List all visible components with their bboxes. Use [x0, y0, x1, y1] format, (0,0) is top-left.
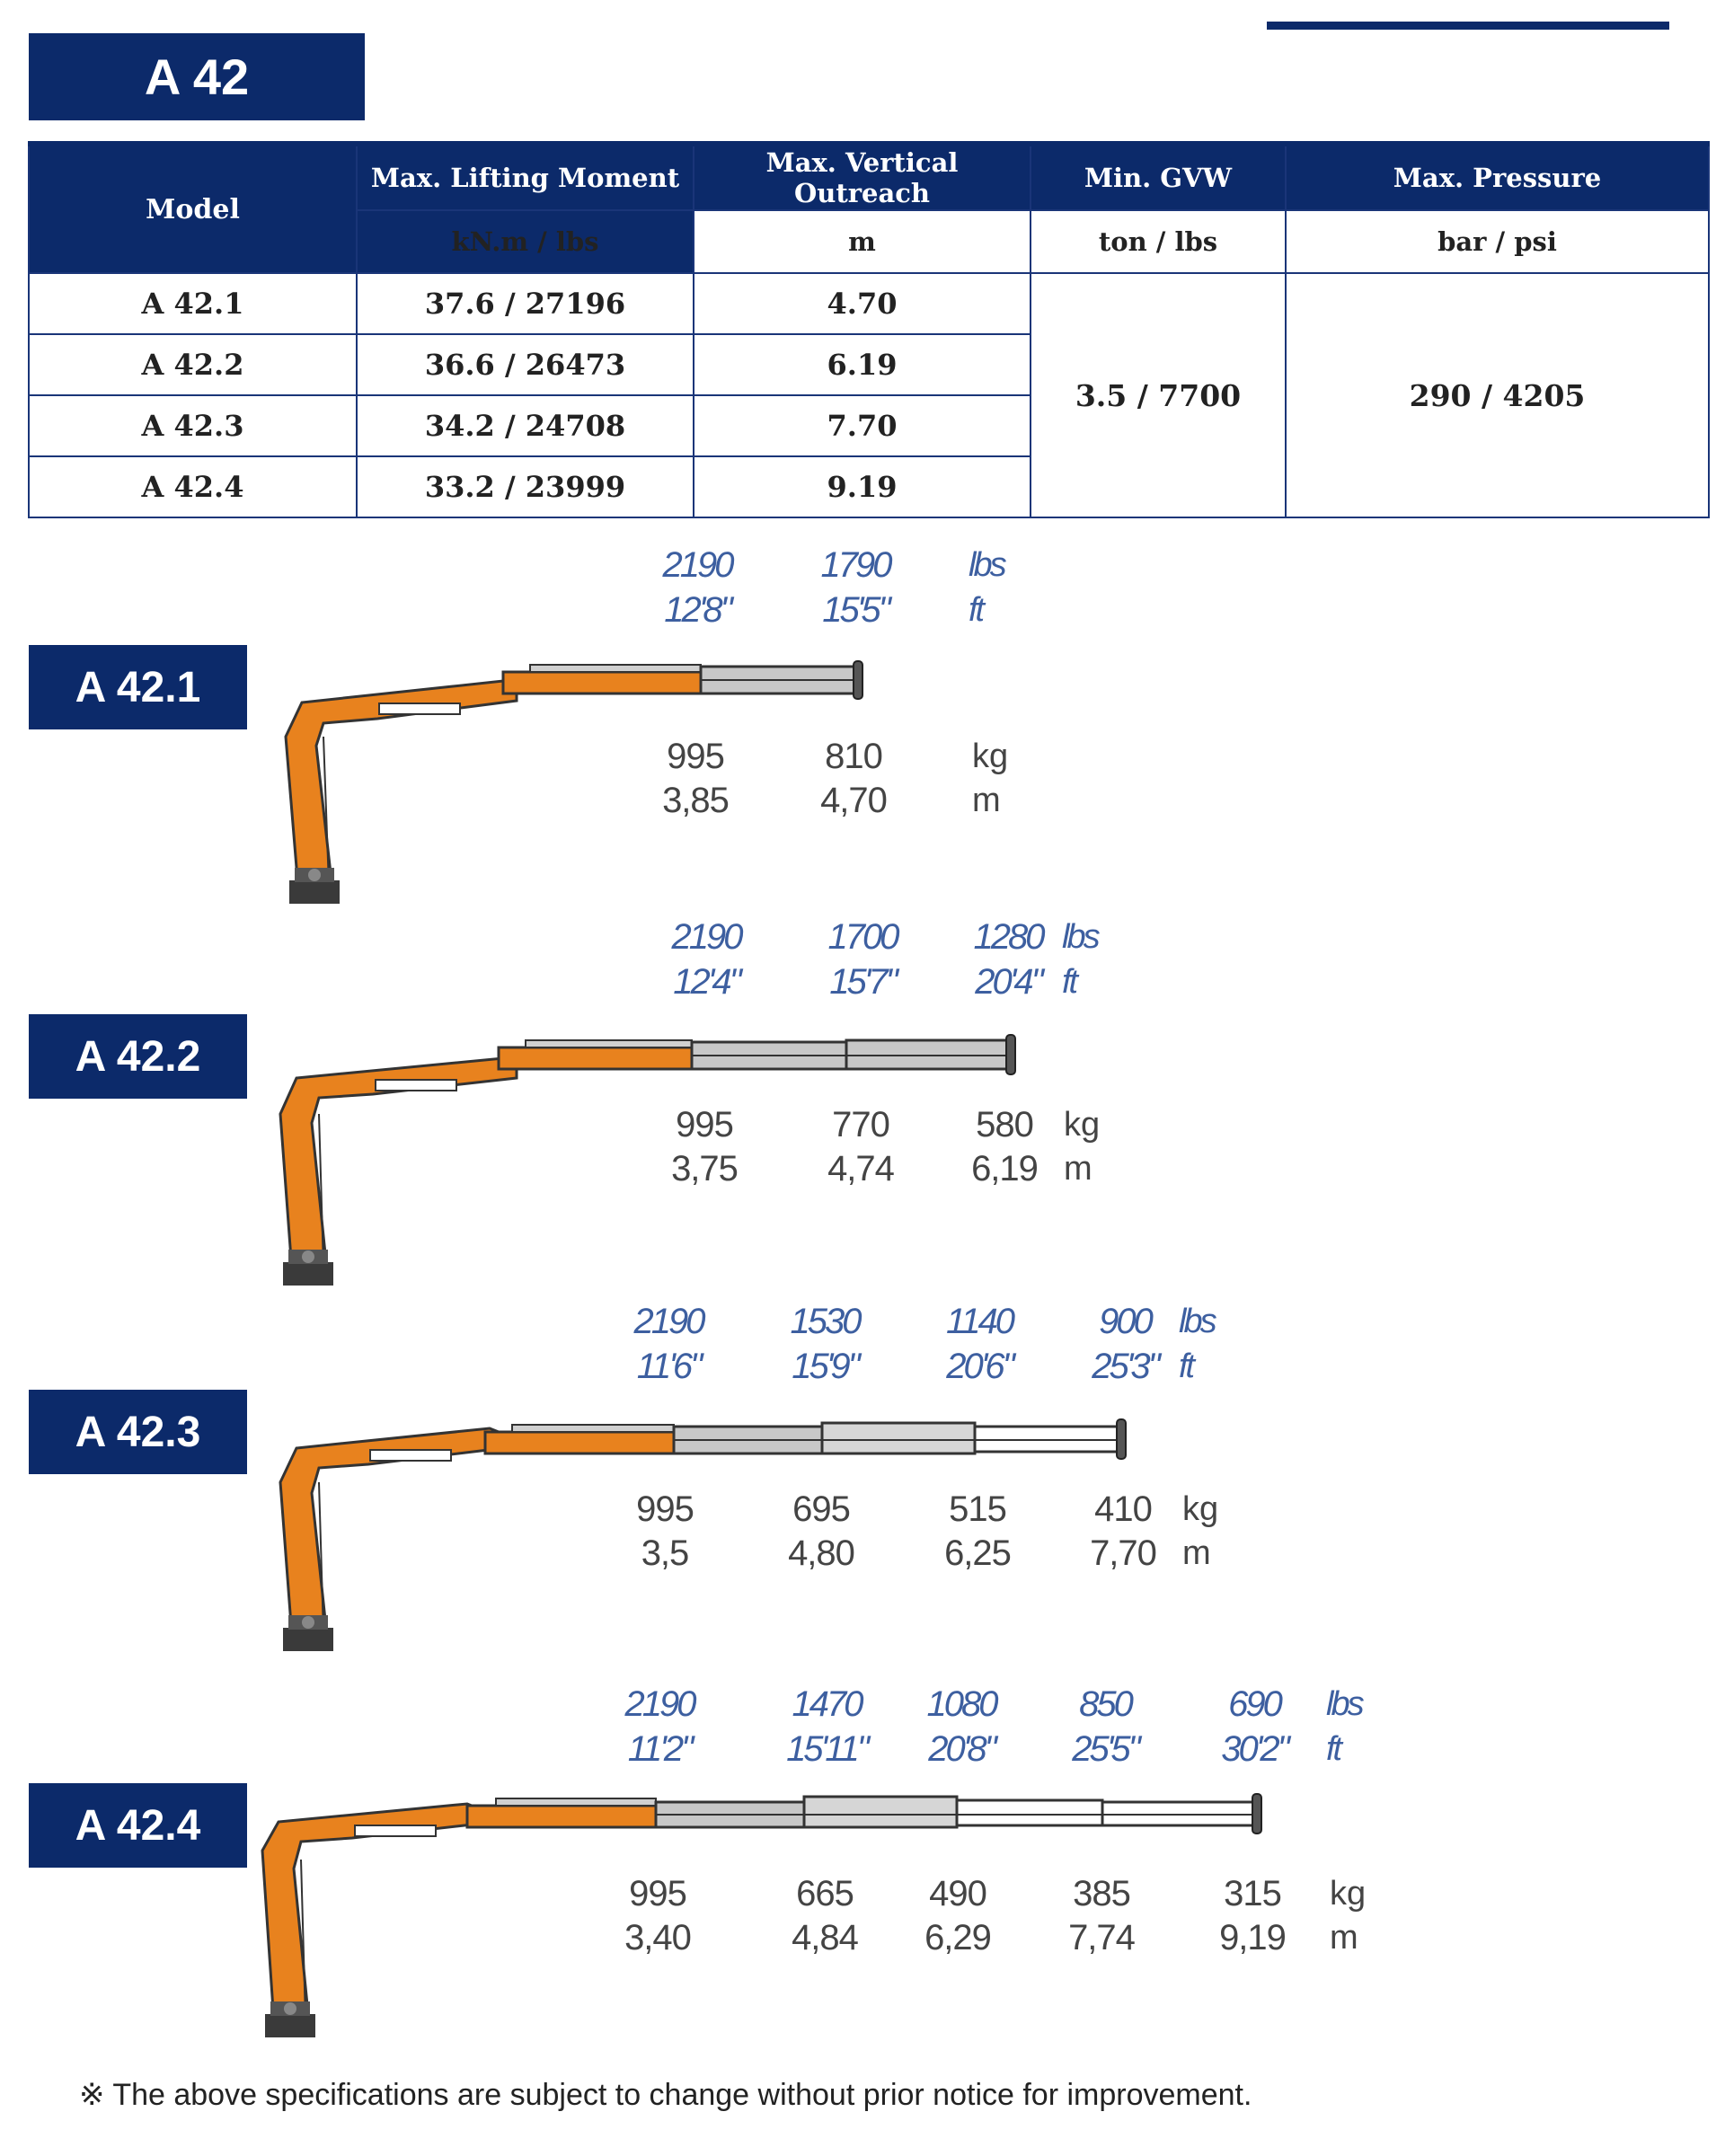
d3-lbs-2: 1530 15'9" [790, 1302, 860, 1386]
unit-min-gvw: ton / lbs [1031, 210, 1286, 273]
d4-lbs-3: 1080 20'8" [926, 1684, 996, 1769]
d1-lbs-1: 2190 12'8" [662, 545, 732, 630]
model-label-a42-2: A 42.2 [29, 1014, 247, 1099]
d3-unit-grey: kg m [1182, 1490, 1219, 1572]
model-label-a42-4: A 42.4 [29, 1783, 247, 1868]
cell-outreach: 4.70 [694, 273, 1031, 334]
model-label-a42-3: A 42.3 [29, 1390, 247, 1474]
header-vertical-outreach: Max. Vertical Outreach [694, 144, 1031, 210]
header-max-pressure: Max. Pressure [1286, 144, 1709, 210]
cell-model: A 42.1 [29, 273, 357, 334]
unit-max-pressure: bar / psi [1286, 210, 1709, 273]
d1-lbs-2: 1790 15'5" [820, 545, 890, 630]
d2-kg-1: 995 3,75 [671, 1105, 738, 1188]
d4-kg-3: 490 6,29 [924, 1874, 991, 1957]
d4-kg-5: 315 9,19 [1219, 1874, 1286, 1957]
header-model: Model [29, 144, 357, 273]
d4-kg-4: 385 7,74 [1068, 1874, 1135, 1957]
d4-lbs-1: 2190 11'2" [624, 1684, 694, 1769]
header-lifting-moment: Max. Lifting Moment [357, 144, 694, 210]
d3-kg-4: 410 7,70 [1090, 1489, 1156, 1573]
footnote: ※ The above specifications are subject to change without prior notice for improvement. [79, 2078, 1252, 2112]
page-title: A 42 [29, 33, 365, 120]
cell-model: A 42.2 [29, 334, 357, 395]
cell-lifting: 37.6 / 27196 [357, 273, 694, 334]
d1-unit-grey: kg m [972, 738, 1009, 819]
cell-lifting: 34.2 / 24708 [357, 395, 694, 456]
d3-kg-3: 515 6,25 [944, 1489, 1011, 1573]
d3-kg-1: 995 3,5 [636, 1489, 694, 1573]
d1-kg-1: 995 3,85 [662, 737, 729, 820]
cell-outreach: 6.19 [694, 334, 1031, 395]
model-label-a42-1: A 42.1 [29, 645, 247, 729]
d3-lbs-1: 2190 11'6" [633, 1302, 703, 1386]
d2-lbs-3: 1280 20'4" [973, 917, 1043, 1002]
d1-unit-blue: lbs ft [969, 546, 1004, 629]
unit-vertical-outreach: m [694, 210, 1031, 273]
d3-lbs-4: 900 25'3" [1092, 1302, 1158, 1386]
cell-lifting: 36.6 / 26473 [357, 334, 694, 395]
cell-outreach: 9.19 [694, 456, 1031, 517]
d4-lbs-4: 850 25'5" [1072, 1684, 1138, 1769]
d3-lbs-3: 1140 20'6" [945, 1302, 1013, 1386]
d4-lbs-2: 1470 15'11" [786, 1684, 867, 1769]
crane-a42-1 [286, 661, 862, 904]
d2-unit-grey: kg m [1064, 1106, 1101, 1188]
cell-pressure: 290 / 4205 [1286, 273, 1709, 517]
d4-kg-2: 665 4,84 [792, 1874, 858, 1957]
d2-unit-blue: lbs ft [1062, 918, 1098, 1001]
header-min-gvw: Min. GVW [1031, 144, 1286, 210]
d2-kg-3: 580 6,19 [971, 1105, 1038, 1188]
d4-unit-grey: kg m [1330, 1875, 1367, 1957]
d2-lbs-2: 1700 15'7" [827, 917, 898, 1002]
d3-kg-2: 695 4,80 [788, 1489, 854, 1573]
d1-kg-2: 810 4,70 [820, 737, 887, 820]
cell-model: A 42.3 [29, 395, 357, 456]
d2-kg-2: 770 4,74 [827, 1105, 894, 1188]
d2-lbs-1: 2190 12'4" [671, 917, 741, 1002]
cell-lifting: 33.2 / 23999 [357, 456, 694, 517]
d4-kg-1: 995 3,40 [624, 1874, 691, 1957]
cell-gvw: 3.5 / 7700 [1031, 273, 1286, 517]
d4-unit-blue: lbs ft [1326, 1685, 1362, 1768]
cell-model: A 42.4 [29, 456, 357, 517]
d3-unit-blue: lbs ft [1179, 1303, 1215, 1385]
cell-outreach: 7.70 [694, 395, 1031, 456]
d4-lbs-5: 690 30'2" [1221, 1684, 1287, 1769]
unit-lifting-moment: kN.m / lbs [357, 210, 694, 273]
